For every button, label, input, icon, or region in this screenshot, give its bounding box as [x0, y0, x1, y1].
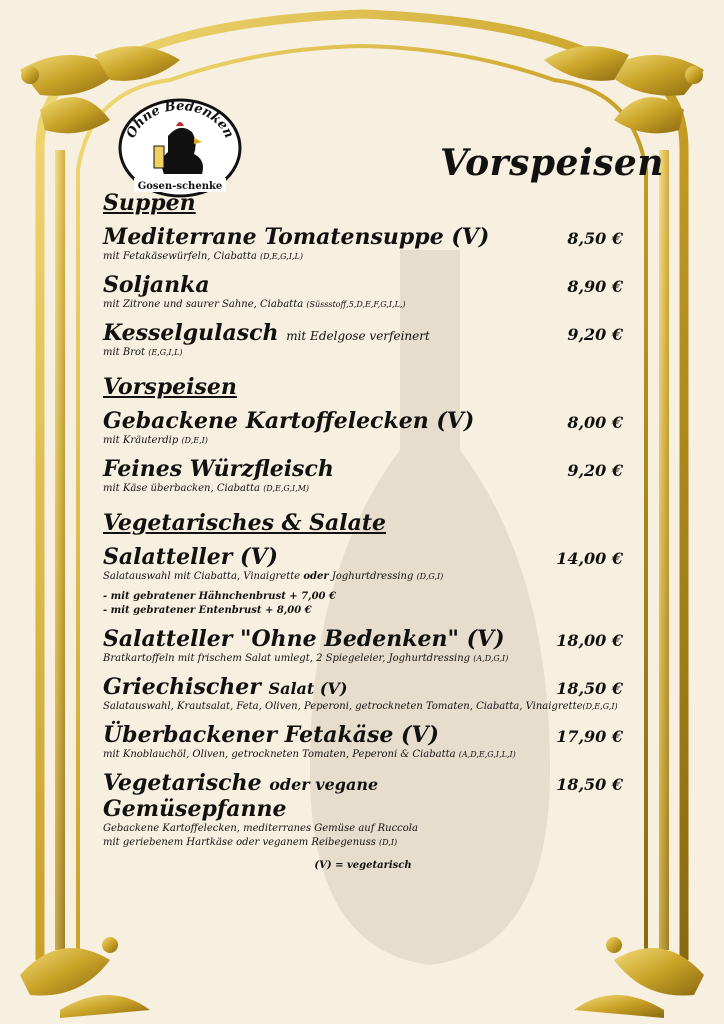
- allergen-codes: (D,I): [379, 838, 398, 847]
- menu-item: [103, 544, 623, 618]
- item-description: Gebackene Kartoffelecken, mediterranes Gemüse auf Ruccola: [103, 823, 418, 834]
- item-name: Feines Würzfleisch: [103, 456, 334, 482]
- section-heading-suppen: Suppen: [103, 190, 196, 216]
- item-name: Kesselgulasch: [103, 320, 279, 346]
- item-name: Griechischer: [103, 674, 261, 700]
- item-price: 8,50 €: [567, 229, 623, 248]
- logo-bottom-text: Gosen-schenke: [137, 181, 223, 192]
- item-description: mit Brot: [103, 347, 146, 358]
- vegetarian-legend: (V) = vegetarisch: [314, 860, 412, 871]
- item-name: oder vegane: [269, 775, 379, 794]
- allergen-codes: (Süssstoff,5,D,E,F,G,I,L,): [306, 300, 406, 309]
- menu-item: [103, 626, 623, 666]
- item-price: 14,00 €: [556, 549, 623, 568]
- item-description: Salatauswahl, Krautsalat, Feta, Oliven, Peperoni, getrockneten Tomaten, Ciabatta, Vinaigrette: [103, 701, 583, 712]
- section-heading-vegetarisches: Vegetarisches & Salate: [103, 510, 387, 536]
- item-name: Gebackene Kartoffelecken (V): [103, 408, 475, 434]
- page-title: Vorspeisen: [440, 142, 664, 184]
- menu-item: [103, 408, 623, 448]
- menu-item: [103, 674, 623, 714]
- allergen-codes: (D,E,I): [181, 436, 208, 445]
- item-price: 18,50 €: [556, 775, 623, 794]
- menu-item: [103, 722, 623, 762]
- menu-item: [103, 456, 623, 496]
- allergen-codes: (A,D,E,G,I,L,I): [458, 750, 516, 759]
- item-description-bold: oder: [303, 571, 329, 582]
- allergen-codes: (D,E,G,I): [582, 702, 618, 711]
- item-description: Bratkartoffeln mit frischem Salat umlegt, 2 Spiegeleier, Joghurtdressing: [103, 653, 471, 664]
- item-name: Gemüsepfanne: [103, 796, 287, 822]
- item-name-suffix: mit Edelgose verfeinert: [286, 329, 430, 343]
- item-price: 9,20 €: [567, 325, 623, 344]
- allergen-codes: (A,D,G,I): [473, 654, 509, 663]
- item-description: mit geriebenem Hartkäse oder veganem Reibegenuss: [103, 837, 376, 848]
- menu-item: [103, 320, 623, 360]
- item-name: Soljanka: [103, 272, 210, 298]
- item-name: Vegetarische: [103, 770, 262, 796]
- item-price: 8,90 €: [567, 277, 623, 296]
- item-name: Salatteller (V): [103, 544, 278, 570]
- item-name: Mediterrane Tomatensuppe (V): [103, 224, 490, 250]
- menu-list: [103, 190, 623, 871]
- extra-option: - mit gebratener Hähnchenbrust + 7,00 €: [103, 591, 336, 602]
- item-description: Salatauswahl mit Ciabatta, Vinaigrette: [103, 571, 301, 582]
- item-name: Überbackener Fetakäse (V): [103, 722, 439, 748]
- extra-option: - mit gebratener Entenbrust + 8,00 €: [103, 605, 312, 616]
- allergen-codes: (D,E,G,I,M): [263, 484, 310, 493]
- item-price: 18,50 €: [556, 679, 623, 698]
- item-price: 17,90 €: [556, 727, 623, 746]
- item-description: mit Kräuterdip: [103, 435, 179, 446]
- item-description: mit Knoblauchöl, Oliven, getrockneten Tomaten, Peperoni & Ciabatta: [103, 749, 456, 760]
- item-price: 18,00 €: [556, 631, 623, 650]
- menu-item: [103, 224, 623, 264]
- item-description: Joghurtdressing: [331, 571, 414, 582]
- item-price: 8,00 €: [567, 413, 623, 432]
- allergen-codes: (D,E,G,I,L): [260, 252, 303, 261]
- item-name: Salat (V): [268, 679, 348, 698]
- item-description: mit Zitrone und saurer Sahne, Ciabatta: [103, 299, 304, 310]
- menu-item: [103, 770, 623, 850]
- logo-top-text: Ohne Bedenken: [123, 98, 237, 141]
- allergen-codes: (D,G,I): [416, 572, 444, 581]
- item-price: 9,20 €: [567, 461, 623, 480]
- item-description: mit Fetakäsewürfeln, Ciabatta: [103, 251, 257, 262]
- menu-item: [103, 272, 623, 312]
- ohne-bedenken-logo: [118, 98, 242, 200]
- item-description: mit Käse überbacken, Ciabatta: [103, 483, 260, 494]
- allergen-codes: (E,G,I,L): [148, 348, 183, 357]
- section-heading-vorspeisen: Vorspeisen: [103, 374, 237, 400]
- item-name: Salatteller "Ohne Bedenken" (V): [103, 626, 505, 652]
